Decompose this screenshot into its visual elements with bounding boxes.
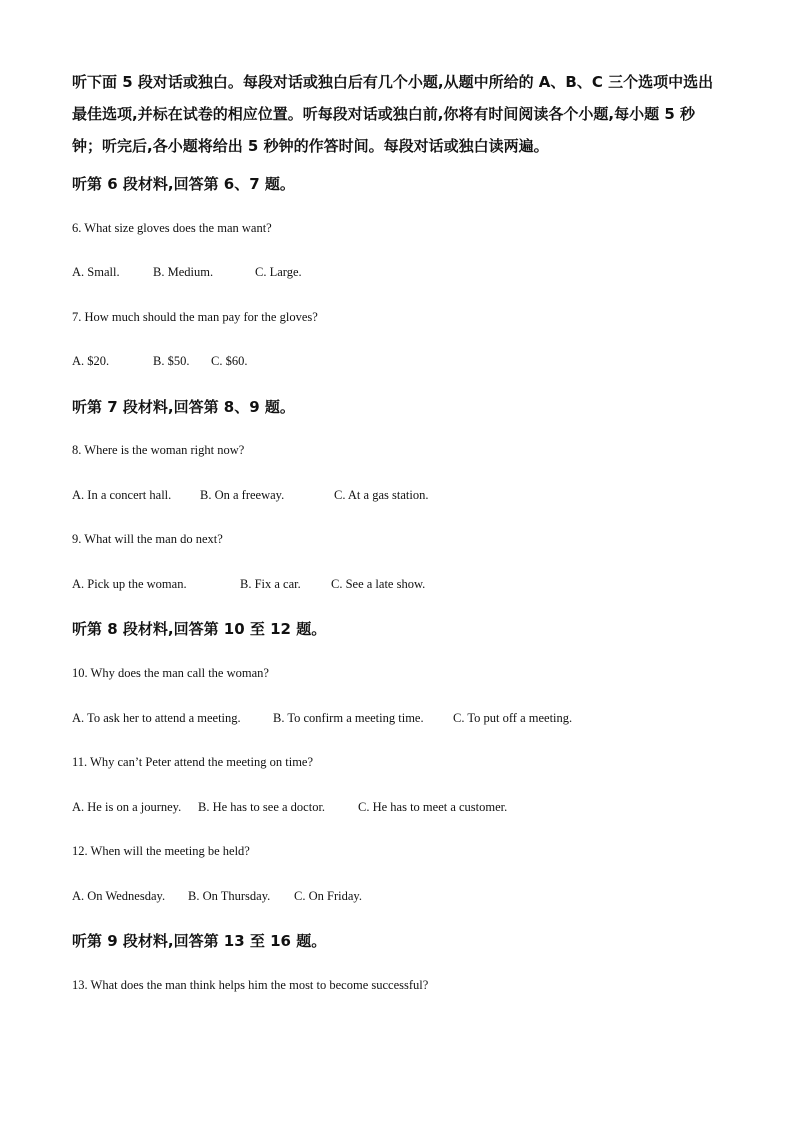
option-a: A. He is on a journey. [72,800,182,814]
options-10 [72,709,572,727]
question-6: 6. What size gloves does the man want? [72,221,272,235]
question-13: 13. What does the man think helps him the most to become successful? [72,978,429,992]
question-12: 12. When will the meeting be held? [72,844,250,858]
options-7 [72,352,247,370]
option-c: C. He has to meet a customer. [358,800,508,814]
question-11: 11. Why can’t Peter attend the meeting on time? [72,755,314,769]
option-b: B. To confirm a meeting time. [273,711,424,725]
option-c: C. Large. [255,265,302,279]
option-b: B. He has to see a doctor. [198,800,326,814]
question-10: 10. Why does the man call the woman? [72,666,269,680]
question-8: 8. Where is the woman right now? [72,443,245,457]
option-a: A. Pick up the woman. [72,577,187,591]
option-a: A. On Wednesday. [72,889,166,903]
options-12 [72,887,362,905]
option-c: C. On Friday. [294,889,362,903]
section-heading: 听第 9 段材料,回答第 13 至 16 题。 [72,932,327,950]
option-b: B. Fix a car. [240,577,301,591]
option-b: B. On a freeway. [200,488,285,502]
section-heading: 听第 8 段材料,回答第 10 至 12 题。 [72,620,327,638]
option-c: C. See a late show. [331,577,426,591]
section-heading: 听第 7 段材料,回答第 8、9 题。 [72,398,295,416]
options-9 [72,575,425,593]
instructions-paragraph: 听下面 5 段对话或独白。每段对话或独白后有几个小题,从题中所给的 A、B、C 三个选项中选出最佳选项,并标在试卷的相应位置。听每段对话或独白前,你将有时间阅读各个小题,每小题 5 秒钟；听完后,各小题将给出 5 秒钟的作答时间。每段对话或独白读两遍。 [72,73,714,155]
question-7: 7. How much should the man pay for the gloves? [72,310,318,324]
option-a: A. Small. [72,265,120,279]
option-a: A. To ask her to attend a meeting. [72,711,241,725]
option-b: B. On Thursday. [188,889,271,903]
options-8 [72,486,428,504]
option-c: C. To put off a meeting. [453,711,573,725]
option-b: B. Medium. [153,265,214,279]
option-b: B. $50. [153,354,190,368]
option-a: A. In a concert hall. [72,488,172,502]
question-9: 9. What will the man do next? [72,532,223,546]
options-11 [72,798,507,816]
options-6 [72,263,302,281]
option-c: C. At a gas station. [334,488,429,502]
option-c: C. $60. [211,354,248,368]
section-heading: 听第 6 段材料,回答第 6、7 题。 [72,175,295,193]
option-a: A. $20. [72,354,110,368]
